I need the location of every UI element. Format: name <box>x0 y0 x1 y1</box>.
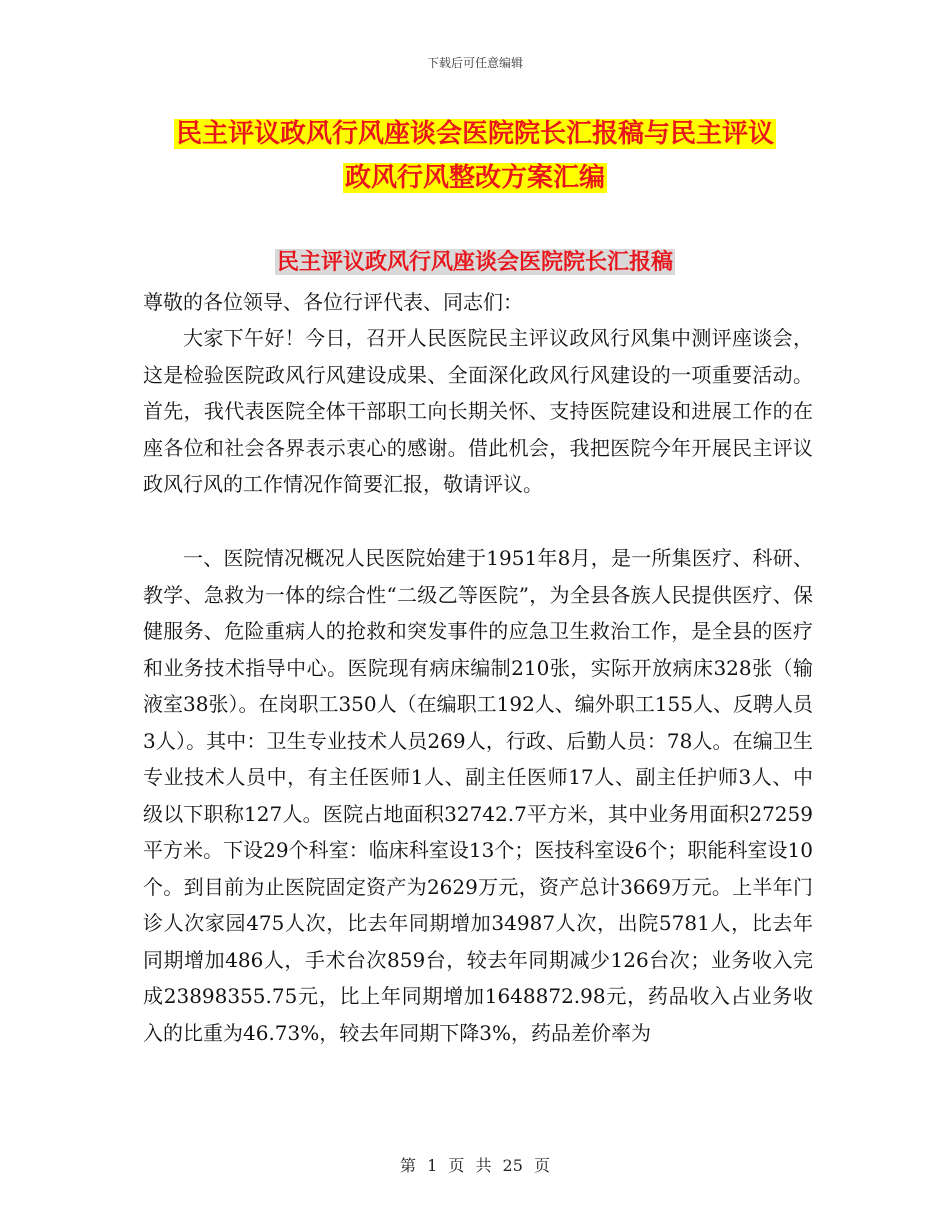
page-footer: 第 1 页 共 25 页 <box>400 1156 550 1175</box>
document-title <box>0 112 950 200</box>
paragraph-hospital-overview: 一、医院情况概况人民医院始建于1951年8月，是一所集医疗、科研、教学、急救为一体的综合性“二级乙等医院”，为全县各族人民提供医疗、保健服务、危险重病人的抢救和突发事件的应急卫生救治工作，是全县的医疗和业务技术指导中心。医院现有病床编制210张，实际开放病床328张（输液室38张）。在岗职工350人（在编职工192人、编外职工155人、反聘人员3人）。其中：卫生专业技术人员269人，行政、后勤人员：78人。在编卫生专业技术人员中，有主任医师1人、副主任医师17人、副主任护师3人、中级以下职称127人。医院占地面积32742.7平方米，其中业务用面积27259平方米。下设29个科室：临床科室设13个；医技科室设6个；职能科室设10个。到目前为止医院固定资产为2629万元，资产总计3669万元。上半年门诊人次家园475人次，比去年同期增加34987人次，出院5781人，比去年同期增加486人，手术台次859台，较去年同期减少126台次；业务收入完成23898355.75元，比上年同期增加1648872.98元，药品收入占业务收入的比重为46.73%，较去年同期下降3%，药品差价率为 <box>143 546 813 1045</box>
section-title-text: 民主评议政风行风座谈会医院院长汇报稿 <box>276 249 673 275</box>
section-title <box>0 244 950 280</box>
document-title-line1: 民主评议政风行风座谈会医院院长汇报稿与民主评议 <box>175 119 774 149</box>
document-title-line2: 政风行风整改方案汇编 <box>344 163 605 193</box>
header-note: 下载后可任意编辑 <box>426 56 523 70</box>
salutation: 尊敬的各位领导、各位行评代表、同志们： <box>143 290 523 314</box>
paragraph-greeting: 大家下午好！今日，召开人民医院民主评议政风行风集中测评座谈会，这是检验医院政风行风建设成果、全面深化政风行风建设的一项重要活动。首先，我代表医院全体干部职工向长期关怀、支持医院建设和进展工作的在座各位和社会各界表示衷心的感谢。借此机会，我把医院今年开展民主评议政风行风的工作情况作简要汇报，敬请评议。 <box>143 326 813 496</box>
